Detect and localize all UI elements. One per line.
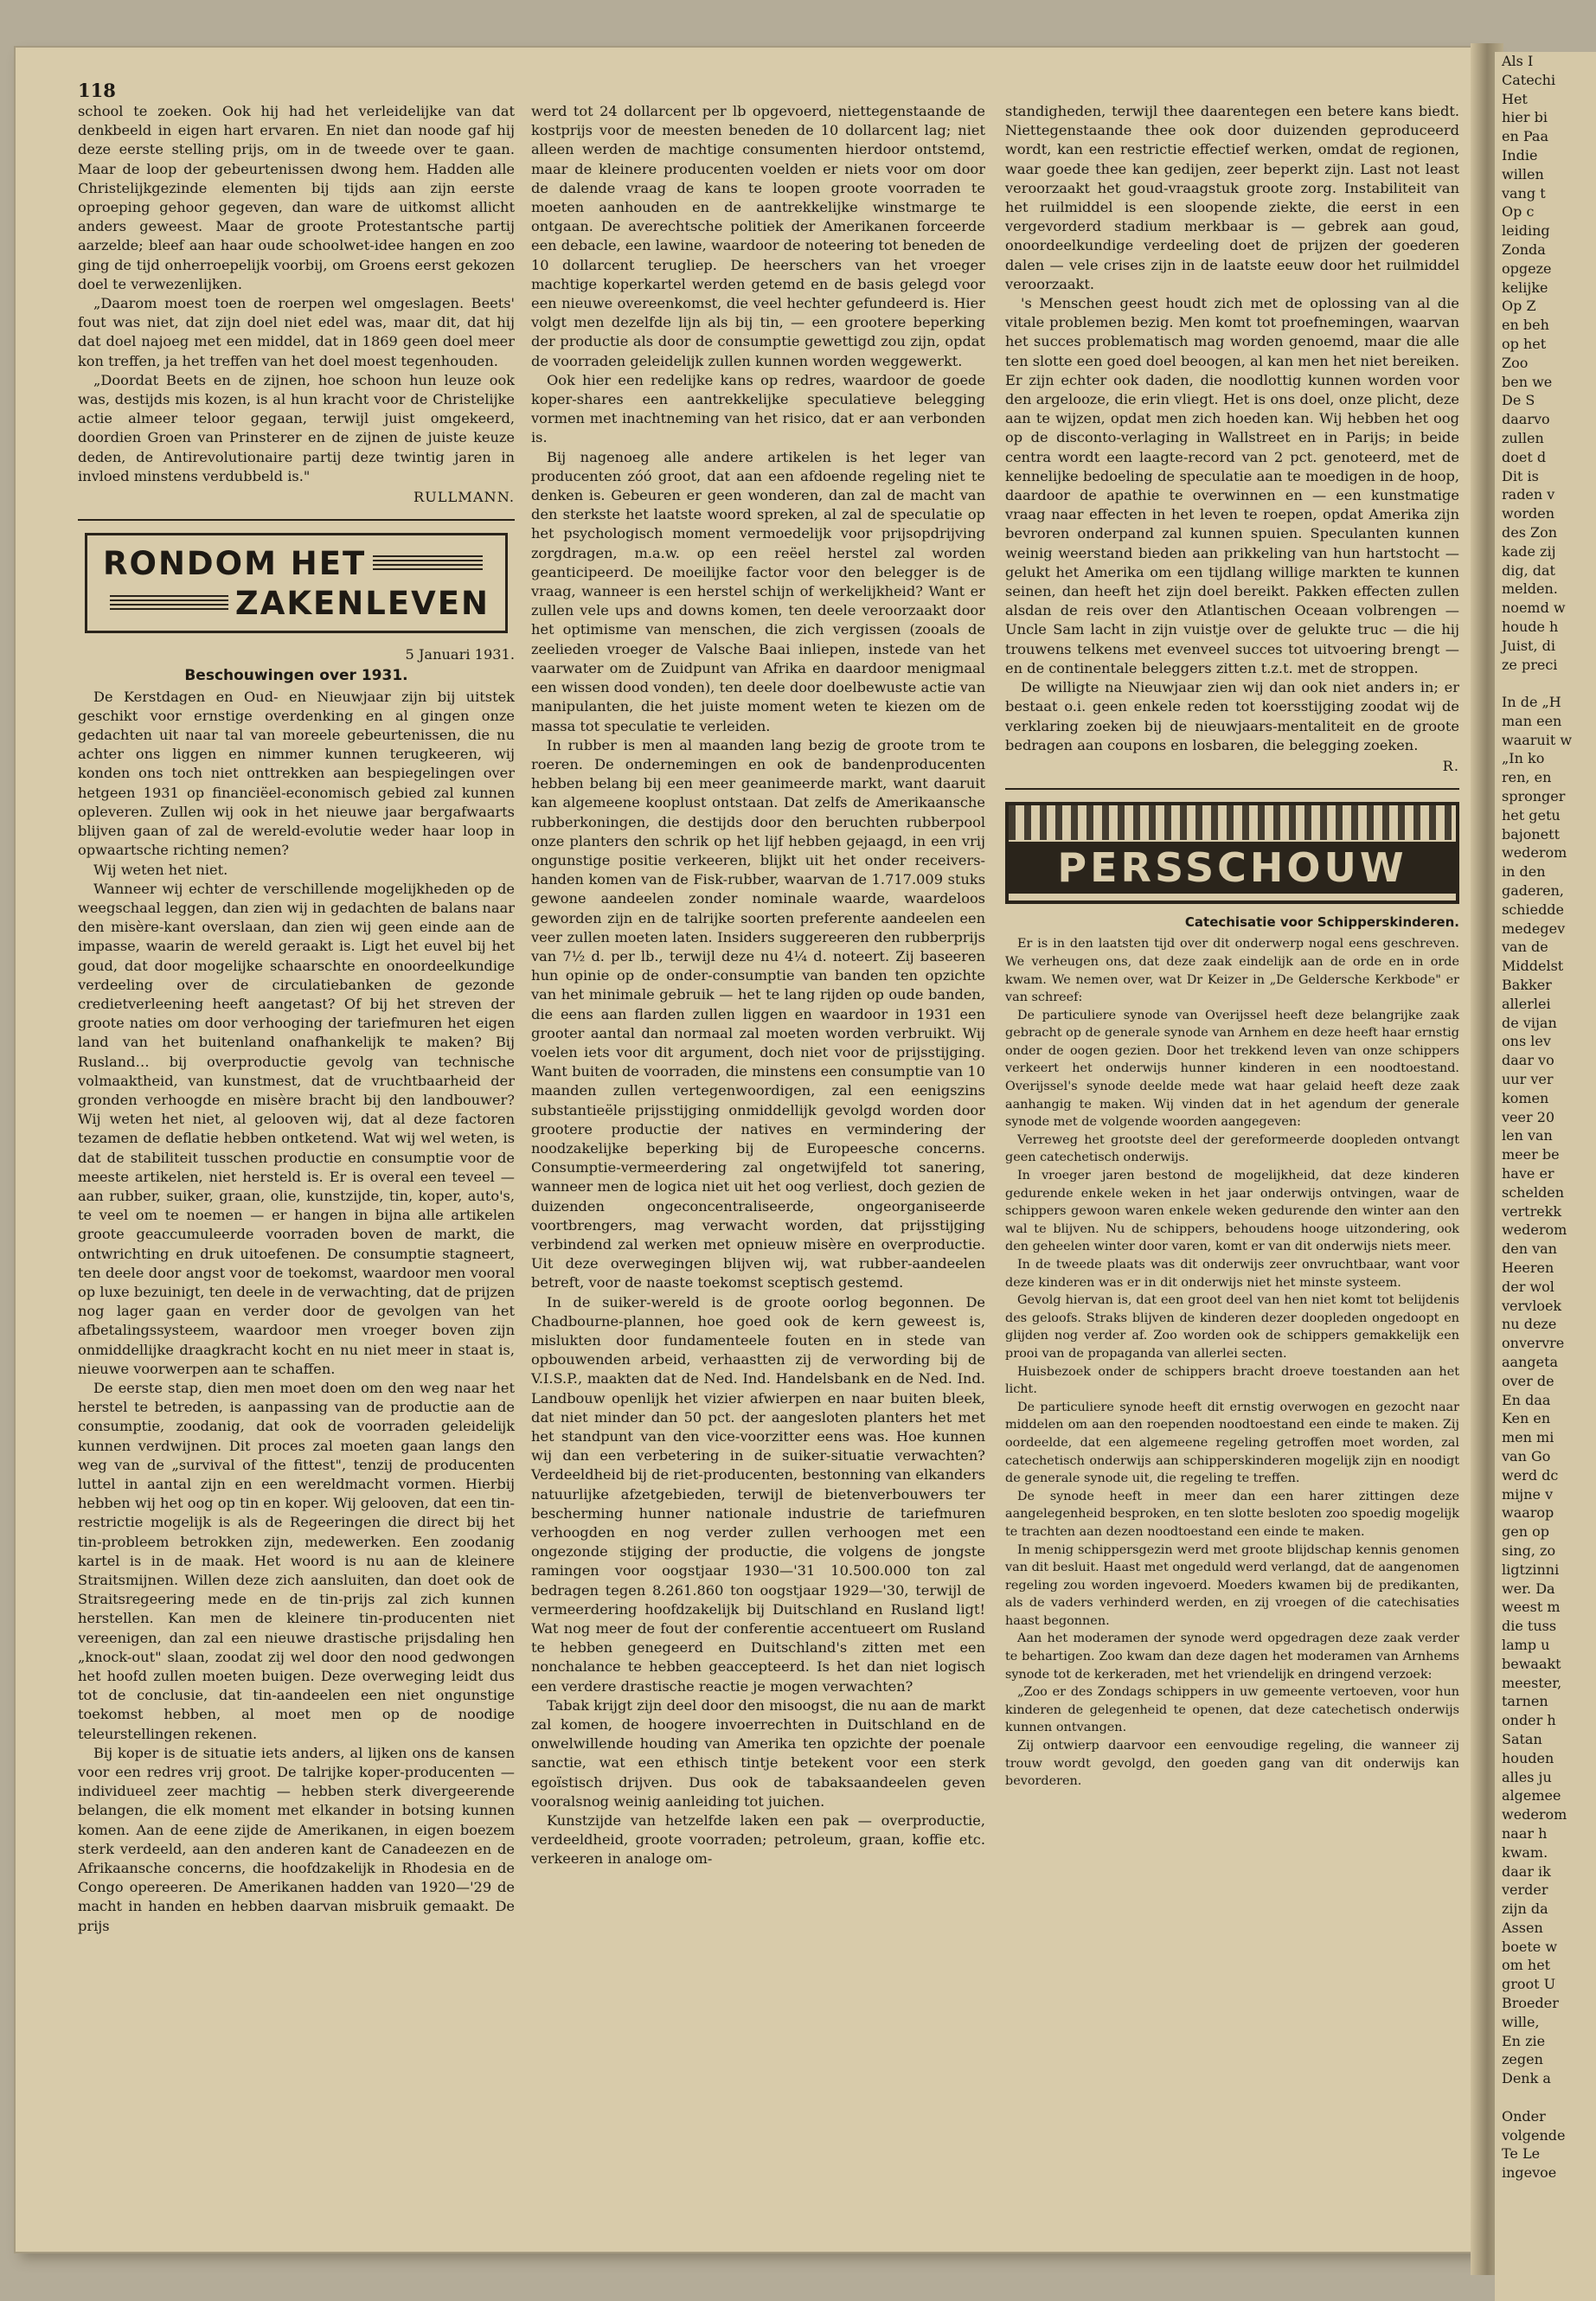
paragraph: Bij nagenoeg alle andere artikelen is het leger van producenten zóó groot, dat aan een afdoende regeling niet te denken is. Gebeuren er geen wonderen, dan zal de macht van den sterkste het laatste woord spreken, al zal de speculatie op het psychologisch moment vermoedelijk voor prijsopdrijving zorgdragen, m.a.w. op een reëel herstel zal worden geanticipeerd. De moeilijke factor voor den belegger is de vraag, wanneer is een herstel schijn of werkelijkheid? Want er zullen vele ups and downs komen, ten deele veroorzaakt door het optimisme van menschen, die zich vergissen (zooals de zeelieden vroeger de Valsche Baai inliepen, instede van het vaarwater om de Zuidpunt van Afrika en daardoor menigmaal een wissen dood vonden), ten deele door doelbewuste actie van manipulanten, die het juiste moment weten te kiezen om de massa tot speculatie te verleiden.	[531, 448, 985, 734]
next-page-fragment: allerlei	[1502, 995, 1551, 1012]
paragraph: De synode heeft in meer dan een harer zittingen deze aangelegenheid besproken, en ten slotte besloten zoo spoedig mogelijk te trachten aan dezen noodtoestand een einde te maken.	[1005, 1489, 1459, 1539]
page-number: 118	[78, 80, 116, 101]
next-page-fragment: houden	[1502, 1749, 1554, 1766]
paragraph: Zij ontwierp daarvoor een eenvoudige regeling, die wanneer zij trouw wordt gevolgd, den goeden gang van dit onderwijs kan bevorderen.	[1005, 1739, 1459, 1789]
next-page-fragment: het getu	[1502, 806, 1561, 824]
next-page-fragment: werd dc	[1502, 1466, 1559, 1484]
next-page-fragment: kade zij	[1502, 542, 1556, 560]
column-1	[78, 102, 515, 1936]
next-page-fragment: nu deze	[1502, 1316, 1557, 1333]
next-page-fragment: sing, zo	[1502, 1541, 1556, 1559]
author-signature: R.	[1442, 757, 1459, 774]
next-page-fragment: medegev	[1502, 920, 1566, 937]
quote: „Zoo er des Zondags schippers in uw gemeente vertoeven, voor hun kinderen de gelegenheid te openen, dat deze catechetisch onderwijs kunnen ontvangen.	[1005, 1685, 1459, 1735]
next-page-fragment: bewaakt	[1502, 1655, 1561, 1672]
next-page-fragment: lamp u	[1502, 1636, 1550, 1653]
next-page-fragment: Middelst	[1502, 958, 1564, 975]
next-page-fragment: doet d	[1502, 448, 1547, 465]
persschouw-banner	[1005, 802, 1459, 904]
next-page-fragment: Zonda	[1502, 240, 1546, 258]
next-page-fragment: opgeze	[1502, 260, 1552, 277]
next-page-fragment: waaruit w	[1502, 731, 1573, 748]
next-page-fragment: en beh	[1502, 317, 1549, 334]
next-page-fragment: wederom	[1502, 1806, 1567, 1823]
next-page-fragment: ons lev	[1502, 1033, 1551, 1050]
paragraph: In menig schippersgezin werd met groote blijdschap kennis genomen van dit besluit. Haast met ongeduld werd verlangd, dat de aangenomen regeling zou worden ingevoerd. Moeders kwamen bij de predikanten, als de vaders verhinderd werden, en zij vroegen of die catechisaties haast begonnen.	[1005, 1542, 1459, 1628]
next-page-fragment: mijne v	[1502, 1485, 1554, 1503]
next-page-fragment: len van	[1502, 1127, 1553, 1144]
next-page-fragment: meer be	[1502, 1146, 1560, 1163]
paragraph: school te zoeken. Ook hij had het verleidelijke van dat denkbeeld in eigen hart ervaren. En niet dan noode gaf hij deze eerste stelling prijs, om in de tweede over te gaan. Maar de loop der gebeurtenissen dwong hem. Hadden alle Christelijkgezinde elementen bij tijds aan zijn eerste oproeping gehoor gegeven, dan ware de uitkomst allicht anders geweest. Maar de groote Protestantsche partij aarzelde; bleef aan haar oude schoolwet-idee hangen en zoo ging de tijd onherroepelijk voorbij, om Groens eerst gekozen doel te verwezenlijken.	[78, 103, 515, 292]
next-page-fragment: kelijke	[1502, 279, 1548, 296]
next-page-fragment: onvervre	[1502, 1335, 1565, 1352]
next-page-fragment: kwam.	[1502, 1843, 1548, 1861]
article-headline: Catechisatie voor Schipperskinderen.	[1184, 914, 1459, 931]
paragraph: In de suiker-wereld is de groote oorlog begonnen. De Chadbourne-plannen, hoe goed ook de kern geweest is, mislukten door fundamenteele fouten en in stede van opbouwenden arbeid, verhaastten zij de verwording bij de V.I.S.P., maakten dat de Ned. Ind. Handelsbank en de Ned. Ind. Landbouw openlijk het vizier afwierpen en naar buiten bleek, dat niet minder dan 50 pct. der aangesloten planters het met het standpunt van den vice-voorzitter eens was. Hoe kunnen wij dan een verbetering in de suiker-situatie verwachten? Verdeeldheid bij de riet-producenten, bestonning van elkanders natuurlijke afzetgebieden, terwijl de bietenverbouwers ter bescherming hunner nationale industrie de tariefmuren verhoogden en nog verder zullen verhoogen met een ongezonde stijging der productie, die volgens de jongste ramingen voor oogstjaar 1930—'31 10.500.000 ton zal bedragen tegen 8.261.860 ton oogstjaar 1929—'30, terwijl de vermeerdering hoofdzakelijk bij Duitschland en Rusland ligt! Wat nog meer de fout der conferentie accentueert om Rusland te hebben genegeerd en Duitschland's zitten met een nonchalance te hebben geaccepteerd. Is het dan niet logisch een verdere drastische reactie je mogen verwachten?	[531, 1293, 985, 1695]
next-page-fragment: De S	[1502, 392, 1535, 409]
next-page-fragment: gaderen,	[1502, 882, 1564, 900]
next-page-fragment: houde h	[1502, 618, 1559, 635]
next-page-edge	[1495, 52, 1596, 2301]
next-page-fragment: groot U	[1502, 1976, 1556, 1993]
next-page-fragment: wederom	[1502, 844, 1567, 862]
next-page-fragment: tarnen	[1502, 1693, 1548, 1710]
paragraph: De willigte na Nieuwjaar zien wij dan ook niet anders in; er bestaat o.i. geen enkele reden tot koersstijging zoodat wij de verklaring zoeken bij de nieuwjaars-mentaliteit en de groote bedragen aan coupons en losbaren, die belegging zoeken.	[1005, 679, 1459, 753]
next-page-fragment: over de	[1502, 1372, 1554, 1389]
next-page-fragment: weest m	[1502, 1599, 1561, 1616]
next-page-fragment: zullen	[1502, 429, 1544, 446]
paragraph: De eerste stap, dien men moet doen om den weg naar het herstel te betreden, is aanpassing van de productie aan de consumptie, zoodanig, dat ook de voorraden geleidelijk kunnen verdwijnen. Dit proces zal moeten gaan langs den weg van de „survival of the fittest", tenzij de producenten luttel in aantal zijn en een wereldmacht vormen. Hierbij hebben wij het oog op tin en koper. Wij gelooven, dat een tin-restrictie mogelijk is als de Regeeringen die direct bij het tin-probleem betrokken zijn, medewerken. Een zoodanig kartel is in de maak. Het woord is nu aan de kleinere Straitsmijnen. Willen deze zich aansluiten, dan doet ook de Straitsregeering mede en de tin-prijs zal zich kunnen herstellen. Kan men de kleinere tin-producenten niet vereenigen, dan zal een nieuwe drastische prijsdaling hen „knock-out" slaan, zoodat zij wel door den nood gedwongen het hoofd zullen moeten buigen. Deze overweging leidt dus tot de conclusie, dat tin-aandeelen een niet ongunstige toekomst hebben, al moet men op de noodige teleurstellingen rekenen.	[78, 1379, 515, 1742]
next-page-fragment: op het	[1502, 335, 1547, 352]
persschouw-body	[1005, 935, 1459, 1791]
next-page-fragment: Op Z	[1502, 298, 1536, 315]
section-masthead	[85, 533, 508, 633]
next-page-fragment: man een	[1502, 712, 1562, 729]
paragraph: Aan het moderamen der synode werd opgedragen deze zaak verder te behartigen. Zoo kwam dan deze dagen het moderamen van Arnhems synode tot de kerkeraden, met het vriendelijk en dringend verzoek:	[1005, 1631, 1459, 1682]
next-page-fragment: vertrekk	[1502, 1202, 1562, 1220]
masthead-rule	[110, 595, 228, 612]
paragraph: Er is in den laatsten tijd over dit onderwerp nogal eens geschreven. We verheugen ons, dat deze zaak eindelijk aan de orde en in orde kwam. We nemen over, wat Dr Keizer in „De Geldersche Kerkbode" er van schreef:	[1005, 937, 1459, 1005]
next-page-fragment: worden	[1502, 505, 1554, 522]
next-page-fragment: van Go	[1502, 1447, 1551, 1465]
next-page-fragment: Broeder	[1502, 1995, 1559, 2012]
next-page-fragment: alles ju	[1502, 1768, 1552, 1785]
next-page-fragment: ingevoe	[1502, 2164, 1557, 2182]
next-page-fragment: Te Le	[1502, 2145, 1541, 2163]
paragraph: Kunstzijde van hetzelfde laken een pak — overproductie, verdeeldheid, groote voorraden; petroleum, graan, koffie etc. verkeeren in analoge om-	[531, 1812, 985, 1868]
divider	[1005, 788, 1459, 790]
next-page-fragment: onder h	[1502, 1712, 1556, 1729]
next-page-fragment: In de „H	[1502, 694, 1561, 711]
paragraph: werd tot 24 dollarcent per lb opgevoerd, niettegenstaande de kostprijs voor de meesten beneden de 10 dollarcent lag; niet alleen werden de machtige consumenten hierdoor ontstemd, maar de kleinere producenten voelden er niets voor om door de dalende vraag de kans te loopen groote voorraden te moeten aanhouden en de aantrekkelijke winstmarge te ontgaan. De averechtsche politiek der Amerikanen forceerde een debacle, een lawine, waardoor de noteering tot beneden de 10 dollarcent terugliep. De heerschers van het vroeger machtige koperkartel werden getemd en de basis gelegd voor een nieuwe overeenkomst, die veel hechter gefundeerd is. Hier volgt men dezelfde lijn als bij tin, — een grootere beperking der productie als door de consumptie gewettigd zou zijn, opdat de voorraden geleidelijk zullen kunnen worden weggewerkt.	[531, 103, 985, 369]
next-page-fragment: van de	[1502, 939, 1548, 956]
next-page-fragment: meester,	[1502, 1674, 1562, 1691]
next-page-fragment: daarvo	[1502, 411, 1550, 428]
next-page-fragment: gen op	[1502, 1523, 1549, 1541]
banner-title: PERSSCHOUW	[1009, 842, 1456, 894]
next-page-fragment: Het	[1502, 90, 1528, 107]
next-page-fragment: aangeta	[1502, 1353, 1559, 1370]
next-page-fragment: En daa	[1502, 1391, 1551, 1408]
next-page-fragment: de vijan	[1502, 1014, 1557, 1031]
next-page-fragment: wederom	[1502, 1221, 1567, 1239]
author-signature: RULLMANN.	[413, 489, 515, 506]
next-page-fragment: des Zon	[1502, 523, 1558, 541]
next-page-fragment: men mi	[1502, 1429, 1554, 1446]
paragraph: De particuliere synode van Overijssel heeft deze belangrijke zaak gebracht op de generale synode van Arnhem en deze heeft haar ernstig onder de oogen gezien. Door het trekkend leven van onze schippers verkeert het onderwijs hunner kinderen in een noodtoestand. Overijssel's synode deelde mede wat haar gelaid heeft deze zaak aanhangig te maken. Wij vinden dat in het agendum der generale synode met de volgende woorden aangegeven:	[1005, 1008, 1459, 1130]
paragraph: standigheden, terwijl thee daarentegen een betere kans biedt. Niettegenstaande thee ook door duizenden geproduceerd wordt, kan een restrictie effectief werken, omdat de regionen, waar goede thee kan gedijen, zeer beperkt zijn. Last not least veroorzaakt het goud-vraagstuk groote zorg. Instabiliteit van het ruilmiddel is een sloopende ziekte, die eerst in een vergevorderd stadium merkbaar is — gebrek aan goud, onoordeelkundige verdeeling doet de prijzen der goederen dalen — vele crises zijn in de laatste eeuw door het ruilmiddel veroorzaakt.	[1005, 103, 1459, 292]
next-page-fragment: Indie	[1502, 146, 1538, 163]
next-page-fragment: noemd w	[1502, 599, 1566, 617]
next-page-fragment: die tuss	[1502, 1618, 1557, 1635]
paragraph: In vroeger jaren bestond de mogelijkheid, dat deze kinderen gedurende enkele weken in het jaar onderwijs ontvingen, waar de schippers gewoon waren enkele weken gedurende den winter aan den wal te blijven. Nu de schippers, behoudens hooge uitzondering, ook den geheelen winter door varen, komt er van dit onderwijs niets meer.	[1005, 1169, 1459, 1254]
next-page-fragment: den van	[1502, 1240, 1557, 1258]
next-page-fragment: „In ko	[1502, 750, 1545, 767]
dateline: 5 Januari 1931.	[405, 646, 515, 663]
next-page-fragment: en Paa	[1502, 128, 1548, 145]
next-page-fragment: Catechi	[1502, 71, 1556, 88]
next-page-fragment: schelden	[1502, 1183, 1565, 1201]
paragraph: 's Menschen geest houdt zich met de oplossing van al die vitale problemen bezig. Men komt tot proefnemingen, waarvan het succes problematisch mag worden genoemd, maar die alle ten slotte een goed doel beoogen, al kan men het niet bereiken. Er zijn echter ook daden, die noodlottig kunnen worden voor den argelooze, die erin vliegt. Het is ons doel, onze plicht, deze aan te wijzen, opdat men zich hoeden kan. Wij hebben het oog op de disconto-verlaging in Wallstreet en in Parijs; in beide centra wordt een laagte-record van 2 pct. genoteerd, met de kennelijke bedoeling de speculatie aan te moedigen in de hoop, daardoor de apathie te overwinnen en — een kunstmatige vraag naar effecten in het leven te roepen, opdat Amerika zijn bevroren onderpand zal kunnen spuien. Speculanten kunnen weinig weerstand bieden aan prikkeling van hun hartstocht — gelukt het Amerika om een tijdlang willige markten te kunnen seinen, dan heeft het zijn doel bereikt. Pakken effecten zullen alsdan de reis over den Atlantischen Oceaan volbrengen — Uncle Sam lacht in zijn vuistje over de gelukte truc — die hij trouwens telkens met evenveel succes tot uitvoering brengt — en de continentale beleggers zitten t.z.t. met de stroppen.	[1005, 295, 1459, 676]
column-2	[531, 102, 985, 1869]
next-page-fragment: Bakker	[1502, 977, 1552, 994]
next-page-fragment: waarop	[1502, 1504, 1554, 1522]
paragraph: „Doordat Beets en de zijnen, hoe schoon hun leuze ook was, destijds mis kozen, is al hun kracht voor de Christelijke actie almeer teloor gegaan, terwijl juist omgekeerd, doordien Groen van Prinsterer en de zijnen de juiste keuze deden, de Antirevolutionaire partij deze twintig jaren in invloed minstens verdubbeld is."	[78, 371, 515, 484]
divider	[78, 519, 515, 521]
next-page-fragment: Dit is	[1502, 467, 1539, 484]
next-page-fragment: raden v	[1502, 486, 1555, 503]
next-page-fragment: vervloek	[1502, 1297, 1562, 1314]
masthead-line-2: ZAKENLEVEN	[234, 585, 490, 623]
next-page-fragment: daar vo	[1502, 1052, 1554, 1069]
paragraph: Tabak krijgt zijn deel door den misoogst, die nu aan de markt zal komen, de hoogere invoerrechten in Duitschland en de onwelwillende houding van Amerika ten opzichte der poenale sanctie, wat een ethisch tintje betekent voor een sterk egoïstisch drijven. Dus ook de tabaksaandeelen geven vooralsnog weinig aanleiding tot juichen.	[531, 1696, 985, 1810]
next-page-fragment: daar ik	[1502, 1862, 1551, 1880]
next-page-fragment: ben we	[1502, 373, 1553, 390]
next-page-fragment: hier bi	[1502, 109, 1548, 126]
next-page-fragment: Zoo	[1502, 354, 1529, 371]
next-page-fragment: in den	[1502, 863, 1546, 881]
paragraph: Wij weten het niet.	[93, 861, 228, 878]
next-page-fragment: leiding	[1502, 222, 1550, 240]
next-page-fragment: willen	[1502, 165, 1544, 183]
paragraph: In rubber is men al maanden lang bezig de groote trom te roeren. De ondernemingen en ook de bandenproducenten hebben belang bij een meer geanimeerde markt, want daaruit kan algemeene kooplust ontstaan. Dat zelfs de Amerikaansche rubberkoningen, die destijds door den beruchten rubberpool onze planters den schrik op het lijf hebben gejaagd, in een vrij ongunstige positie verkeeren, blijkt uit het onder receivers-handen komen van de Fisk-rubber, waarvan de 1.717.009 stuks gewone aandeelen zonder nominale waarde, waardeloos geworden zijn en de talrijke soorten preferente aandeelen een veer zullen moeten laten. Insiders suggereeren den rubberprijs van 7½ d. per lb., terwijl deze nu 4¼ d. noteert. Zij baseeren hun opinie op de onder-consumptie van banden ten opzichte van het minimale gebruik — het te lang rijden op oude banden, die eens aan flarden zullen liggen en waardoor in 1931 een grooter aantal dan normaal zal moeten worden verbruikt. Wij voelen iets voor dit argument, doch niet voor de prijsstijging. Want buiten de voorraden, die minstens een consumptie van 10 maanden zullen vertegenwoordigen, zal een eenigszins substantieële prijsstijging onmiddellijk gevolgd worden door grootere productie der natives en vermindering der noodzakelijke beperking bij de Europeesche concerns. Consumptie-vermeerdering zal ongetwijfeld tot sanering, wanneer men de logica niet uit het oog verliest, doch gezien de duizenden ongeconcentraliseerde, ongeorganiseerde voortbrengers, mag verwacht worden, dat prijsstijging verbindend zal werken met opnieuw misère en overproductie. Uit deze overwegingen blijven wij, wat rubber-aandeelen betreft, voor de naaste toekomst sceptisch gestemd.	[531, 736, 985, 1292]
next-page-fragment: vang t	[1502, 184, 1546, 202]
next-page-fragment: verder	[1502, 1881, 1548, 1899]
column-3	[1005, 102, 1459, 1791]
next-page-fragment: veer 20	[1502, 1108, 1555, 1125]
next-page-fragment: Heeren	[1502, 1259, 1554, 1276]
next-page-fragment: Onder	[1502, 2107, 1546, 2125]
next-page-fragment: dig, dat	[1502, 561, 1555, 579]
next-page-fragment: Op c	[1502, 203, 1535, 221]
paragraph: Huisbezoek onder de schippers bracht droeve toestanden aan het licht.	[1005, 1364, 1459, 1397]
paragraph: Verreweg het grootste deel der gereformeerde doopleden ontvangt geen catechetisch onderwijs.	[1005, 1132, 1459, 1165]
next-page-fragment: komen	[1502, 1089, 1549, 1106]
paragraph: „Daarom moest toen de roerpen wel omgeslagen. Beets' fout was niet, dat zijn doel niet edel was, maar dit, dat hij dat doel najoeg met een middel, dat in 1869 geen doel meer kon treffen, ja het treffen van het doel moest tegenhouden.	[78, 295, 515, 369]
next-page-fragment	[1502, 674, 1596, 693]
next-page-fragment: algemee	[1502, 1787, 1561, 1804]
next-page-fragment: ze preci	[1502, 656, 1558, 673]
next-page-fragment: om het	[1502, 1957, 1551, 1974]
next-page-fragment: boete w	[1502, 1938, 1558, 1955]
next-page-fragment: En zie	[1502, 2032, 1546, 2049]
next-page-fragment	[1502, 2088, 1596, 2107]
next-page-fragment: volgende	[1502, 2126, 1566, 2144]
masthead-line-1: RONDOM HET	[103, 545, 367, 583]
next-page-fragment: uur ver	[1502, 1071, 1554, 1088]
next-page-fragment: Ken en	[1502, 1410, 1551, 1427]
next-page-fragment: wer. Da	[1502, 1580, 1555, 1597]
next-page-fragment: ren, en	[1502, 769, 1552, 786]
next-page-fragment: Juist, di	[1502, 637, 1556, 654]
next-page-fragment: zegen	[1502, 2051, 1543, 2068]
next-page-fragment: der wol	[1502, 1278, 1554, 1295]
article-headline: Beschouwingen over 1931.	[184, 667, 408, 685]
next-page-fragment: ligtzinni	[1502, 1561, 1560, 1578]
next-page-fragment: melden.	[1502, 580, 1558, 598]
banner-ornament	[1009, 805, 1456, 840]
paragraph: De Kerstdagen en Oud- en Nieuwjaar zijn bij uitstek geschikt voor ernstige overdenking en al gingen onze gedachten uit naar tal van moreele gebeurtenissen, die nu achter ons liggen en nimmer kunnen terugkeeren, wij konden ons toch niet onttrekken aan bespiegelingen over hetgeen 1931 op financiëel-economisch gebied zal kunnen opleveren. Zullen wij ook in het nieuwe jaar bergafwaarts blijven gaan of zal de wereld-evolutie weder haar loop in opwaartsche richting nemen?	[78, 688, 515, 859]
next-page-fragment: zijn da	[1502, 1900, 1548, 1918]
paragraph: In de tweede plaats was dit onderwijs zeer onvruchtbaar, want voor deze kinderen was er in dit onderwijs niet het minste systeem.	[1005, 1258, 1459, 1290]
next-page-fragment: wille,	[1502, 2013, 1540, 2030]
next-page-fragment: naar h	[1502, 1824, 1548, 1842]
next-page-fragment: Satan	[1502, 1730, 1542, 1747]
next-page-fragment: schiedde	[1502, 901, 1565, 918]
paragraph: Ook hier een redelijke kans op redres, waardoor de goede koper-shares een aantrekkelijke speculatieve belegging vormen met inachtneming van het risico, dat er aan verbonden is.	[531, 371, 985, 446]
paragraph: De particuliere synode heeft dit ernstig overwogen en gezocht naar middelen om aan den roependen noodtoestand een einde te maken. Zij oordeelde, dat een algemeene regeling getroffen moet worden, zal catechetisch onderwijs aan schipperskinderen mogelijk zijn en noodigt de generale synode uit, die regeling te treffen.	[1005, 1400, 1459, 1486]
next-page-fragment: spronger	[1502, 788, 1566, 805]
next-page-fragment: Denk a	[1502, 2070, 1551, 2087]
masthead-rule	[373, 555, 483, 573]
next-page-fragment: Als I	[1502, 53, 1534, 69]
paragraph: Wanneer wij echter de verschillende mogelijkheden op de weegschaal leggen, dan zien wij in gedachten de balans naar den misère-kant overslaan, dan zien wij geen einde aan de impasse, waarin de wereld geraakt is. Ligt het euvel bij het goud, dat door mogelijke schaarschte en onoordeelkundige verdeeling over de circulatiebanken de gezonde credietverleening heeft aangetast? Of bij het streven der groote naties om door verhooging der tariefmuren het eigen land van het buitenland onafhankelijk te maken? Bij Rusland… bij overproductie gevolg van technische volmaaktheid, van kunstmest, dat de vruchtbaarheid der gronden verhoogde en misère bracht bij den landbouwer? Wij weten het niet, al gelooven wij, dat al deze factoren tezamen de deflatie hebben ontketend. Wat wij wel weten, is dat de stabiliteit tusschen productie en consumptie voor de meeste artikelen, niet hersteld is. Er is overal een teveel — aan rubber, suiker, graan, olie, kunstzijde, tin, koper, auto's, te veel om te noemen — er hangen in bijna alle artikelen groote geaccumuleerde voorraden boven de markt, die ontwrichting en druk uitoefenen. De consumptie stagneert, ten deele door angst voor de toekomst, waardoor men vooral op luxe bezuinigt, ten deele in de verwachting, dat de prijzen nog lager gaan en verder door de gevolgen van het afbetalingssysteem, waardoor men vroeger boven zijn onmiddellijke draagkracht kocht en nu niet meer in staat is, nieuwe voorwerpen aan te schaffen.	[78, 880, 515, 1377]
next-page-fragment: have er	[1502, 1165, 1554, 1183]
next-page-fragment: bajonett	[1502, 825, 1561, 843]
paragraph: Gevolg hiervan is, dat een groot deel van hen niet komt tot belijdenis des geloofs. Straks blijven de kinderen dezer doopleden ongedoopt en glijden nog verder af. Zoo worden ook de schippers gemakkelijk een prooi van de propaganda van allerlei secten.	[1005, 1293, 1459, 1361]
paragraph: Bij koper is de situatie iets anders, al lijken ons de kansen voor een redres vrij groot. De talrijke koper-producenten — individueel zeer machtig — hebben sterk divergeerende belangen, die elk moment met elkander in botsing kunnen komen. Aan de eene zijde de Amerikanen, in eigen boezem sterk verdeeld, aan den anderen kant de Canadeezen en de Afrikaansche concerns, die hoofdzakelijk in Rhodesia en de Congo opereeren. De Amerikanen hadden van 1920—'29 de macht in handen en hebben daarvan misbruik gemaakt. De prijs	[78, 1744, 515, 1934]
next-page-fragment: Assen	[1502, 1919, 1543, 1936]
